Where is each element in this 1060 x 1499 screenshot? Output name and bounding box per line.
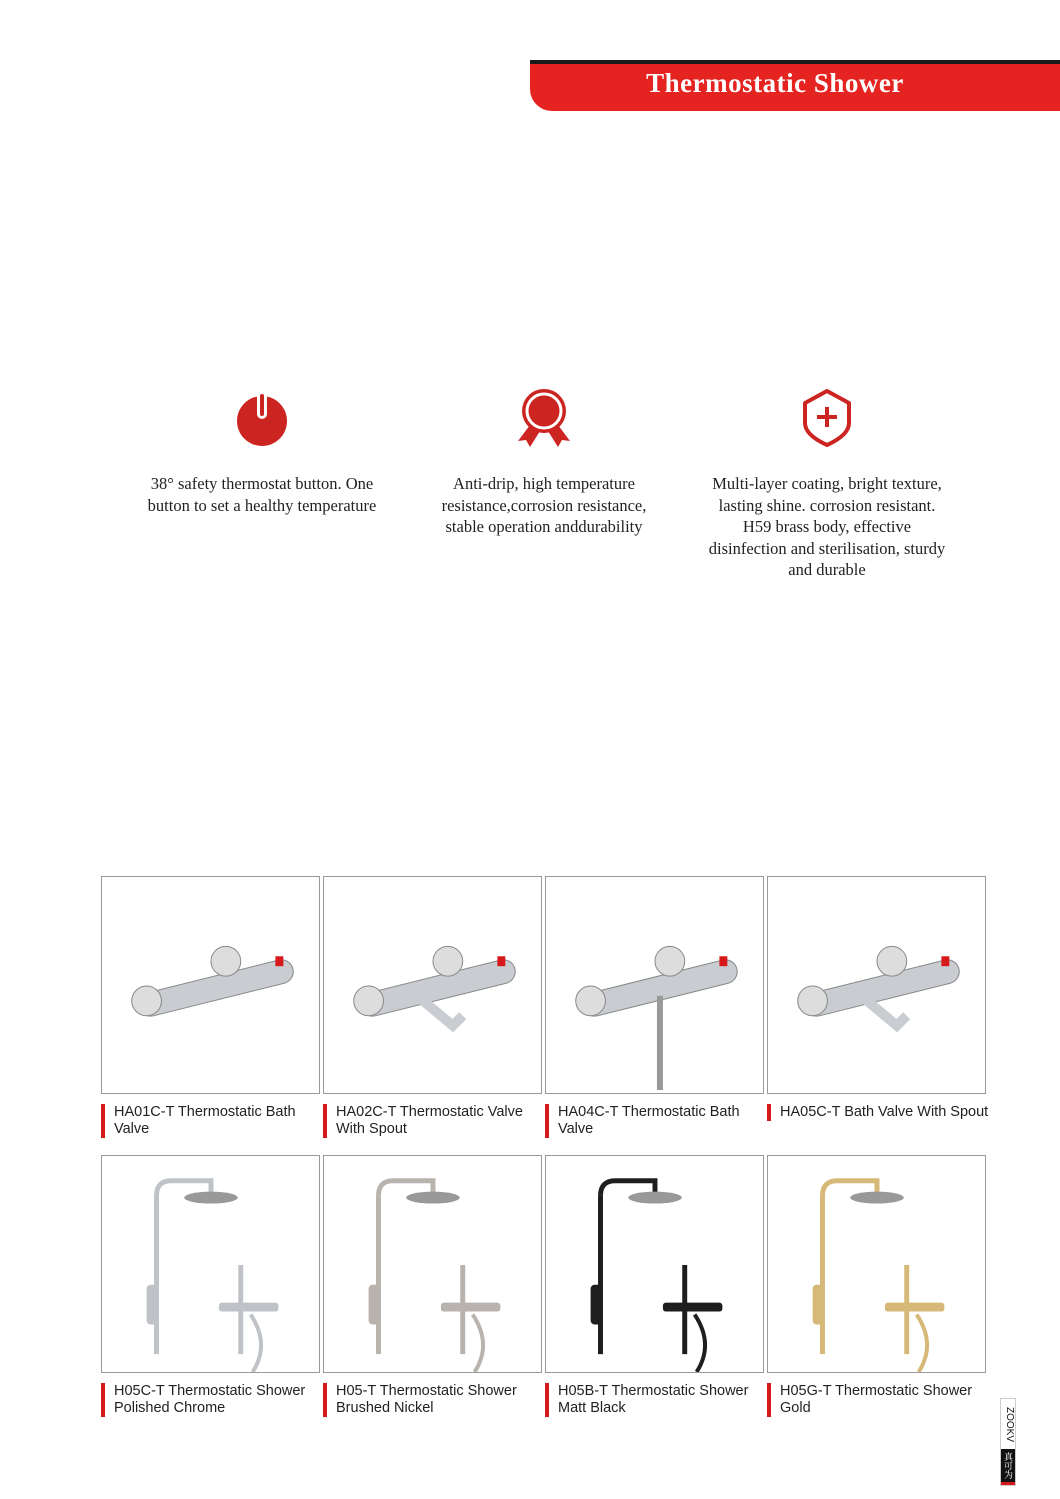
- product-image: [101, 876, 320, 1094]
- product-image: [101, 1155, 320, 1373]
- product-caption: HA01C-T Thermostatic Bath Valve: [101, 1104, 323, 1138]
- product-illustration: [102, 1156, 319, 1372]
- product-illustration: [546, 877, 763, 1093]
- product-caption: H05C-T Thermostatic Shower Polished Chrome: [101, 1383, 323, 1417]
- feature-text: Anti-drip, high temperature resistance,corrosion resistance, stable operation anddurability: [441, 474, 647, 536]
- product-image: [767, 1155, 986, 1373]
- product-illustration: [768, 1156, 985, 1372]
- feature-text: Multi-layer coating, bright texture, lasting shine. corrosion resistant. H59 brass body, effective disinfection and sterilisation, sturdy and durable: [708, 474, 946, 579]
- award-ribbon-icon: [512, 385, 576, 449]
- product-illustration: [102, 877, 319, 1093]
- product-caption: HA02C-T Thermostatic Valve With Spout: [323, 1104, 545, 1138]
- feature-thermostat: [142, 385, 382, 516]
- product-caption: HA04C-T Thermostatic Bath Valve: [545, 1104, 767, 1138]
- product-image: [767, 876, 986, 1094]
- product-illustration: [324, 1156, 541, 1372]
- product-caption: H05-T Thermostatic Shower Brushed Nickel: [323, 1383, 545, 1417]
- feature-coating: [707, 385, 947, 581]
- product-caption: H05B-T Thermostatic Shower Matt Black: [545, 1383, 767, 1417]
- product-caption: HA05C-T Bath Valve With Spout: [767, 1104, 989, 1121]
- power-icon: [230, 385, 294, 449]
- shield-plus-icon: [795, 385, 859, 449]
- section-header-banner: [530, 60, 1060, 111]
- product-illustration: [324, 877, 541, 1093]
- feature-text: 38° safety thermostat button. One button to set a healthy temperature: [147, 474, 377, 515]
- product-caption: H05G-T Thermostatic Shower Gold: [767, 1383, 989, 1417]
- brand-logo: ZOOKV 真可为: [1000, 1398, 1016, 1486]
- section-title: Thermostatic Shower: [646, 68, 904, 98]
- feature-durability: [424, 385, 664, 538]
- product-image: [545, 1155, 764, 1373]
- product-image: [323, 876, 542, 1094]
- product-illustration: [768, 877, 985, 1093]
- product-image: [545, 876, 764, 1094]
- product-image: [323, 1155, 542, 1373]
- product-illustration: [546, 1156, 763, 1372]
